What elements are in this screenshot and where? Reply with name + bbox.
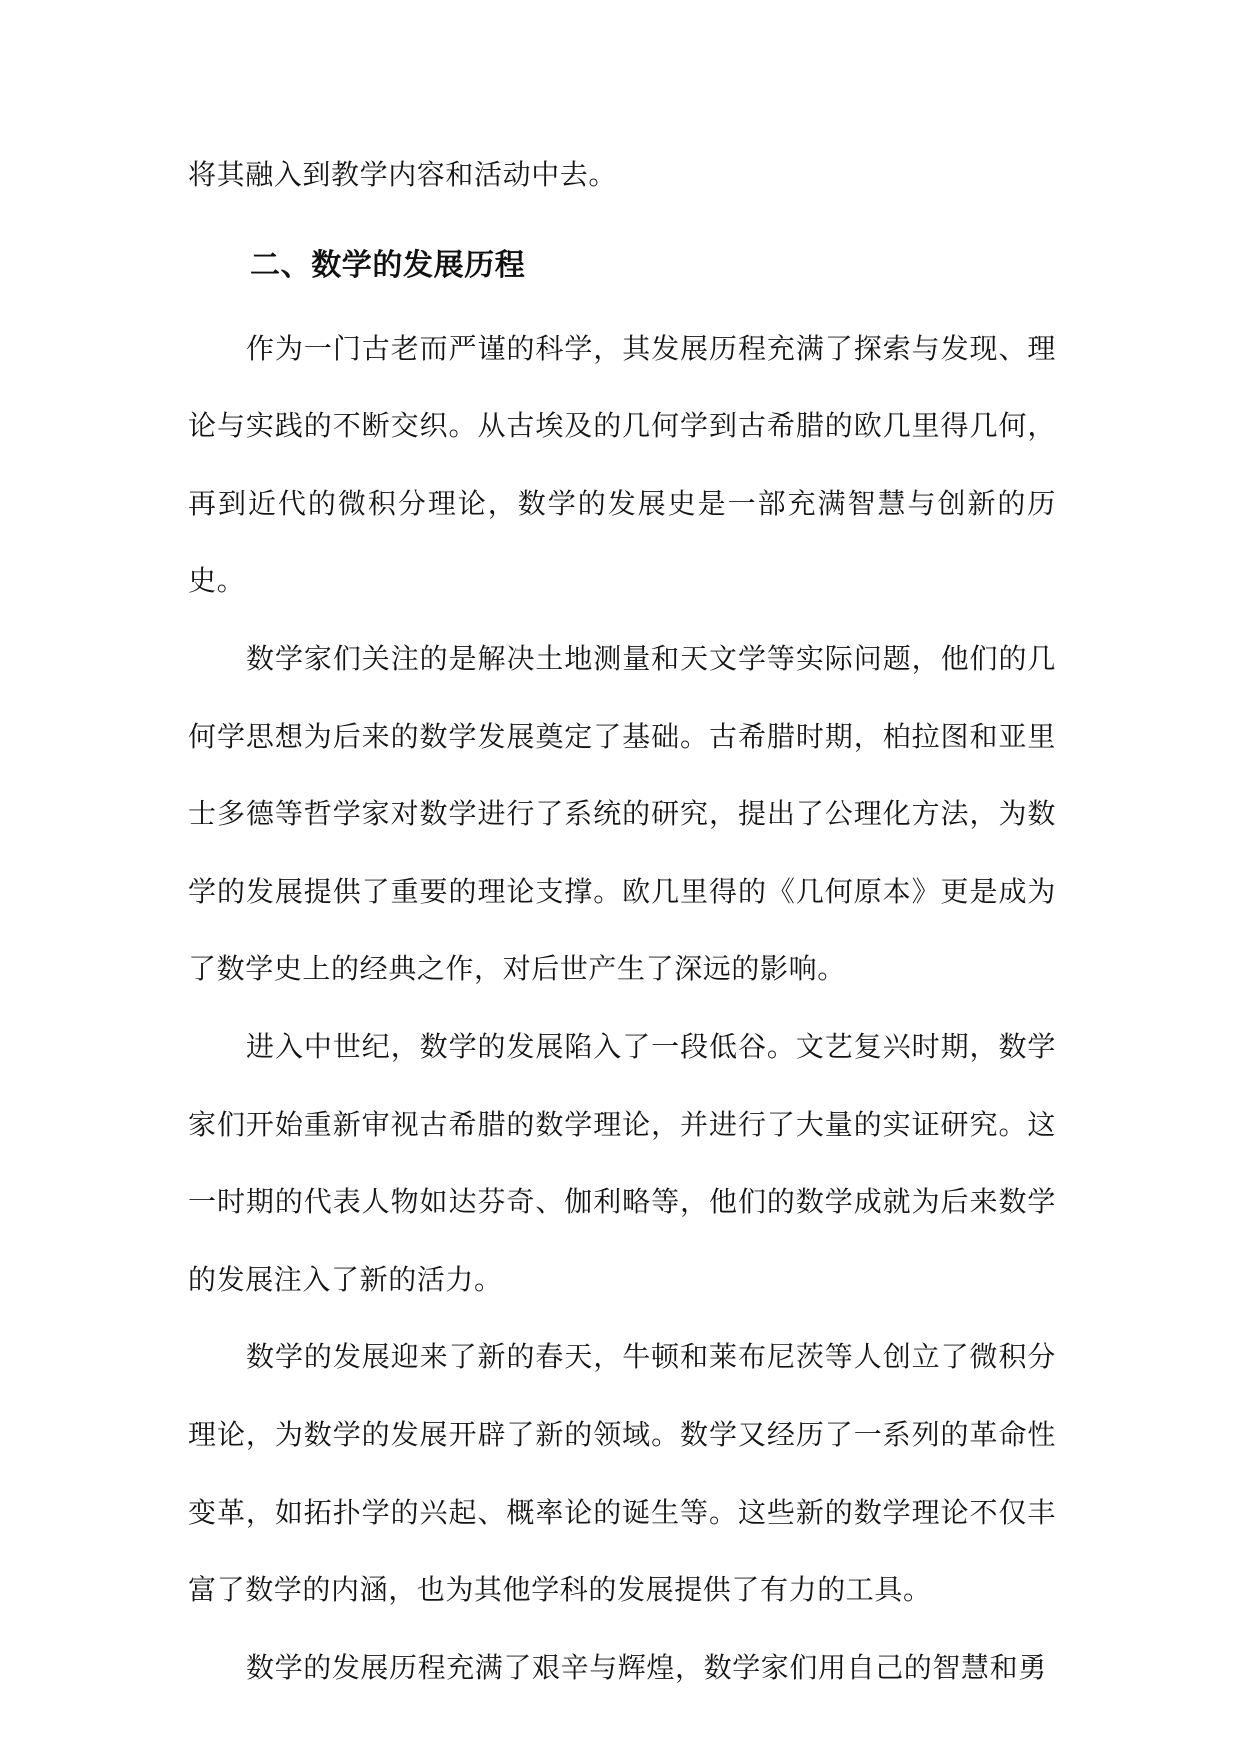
paragraph-3: 进入中世纪，数学的发展陷入了一段低谷。文艺复兴时期，数学家们开始重新审视古希腊的数学理论，并进行了大量的实证研究。这一时期的代表人物如达芬奇、伽利略等，他们的数学成就为后来数学的发展注入了新的活力。 xyxy=(188,1029,1056,1296)
continuation-paragraph: 将其融入到教学内容和活动中去。 xyxy=(188,158,618,191)
paragraph-5: 数学的发展历程充满了艰辛与辉煌，数学家们用自己的智慧和勇 xyxy=(246,1650,1047,1684)
section-heading: 二、数学的发展历程 xyxy=(250,247,526,283)
paragraph-1: 作为一门古老而严谨的科学，其发展历程充满了探索与发现、理论与实践的不断交织。从古埃及的几何学到古希腊的欧几里得几何，再到近代的微积分理论，数学的发展史是一部充满智慧与创新的历史。 xyxy=(188,331,1056,598)
paragraph-4: 数学的发展迎来了新的春天，牛顿和莱布尼茨等人创立了微积分理论，为数学的发展开辟了新的领域。数学又经历了一系列的革命性变革，如拓扑学的兴起、概率论的诞生等。这些新的数学理论不仅丰富了数学的内涵，也为其他学科的发展提供了有力的工具。 xyxy=(188,1340,1056,1607)
document-body xyxy=(188,136,1056,1706)
paragraph-2: 数学家们关注的是解决土地测量和天文学等实际问题，他们的几何学思想为后来的数学发展奠定了基础。古希腊时期，柏拉图和亚里士多德等哲学家对数学进行了系统的研究，提出了公理化方法，为数学的发展提供了重要的理论支撑。欧几里得的《几何原本》更是成为了数学史上的经典之作，对后世产生了深远的影响。 xyxy=(188,641,1056,986)
